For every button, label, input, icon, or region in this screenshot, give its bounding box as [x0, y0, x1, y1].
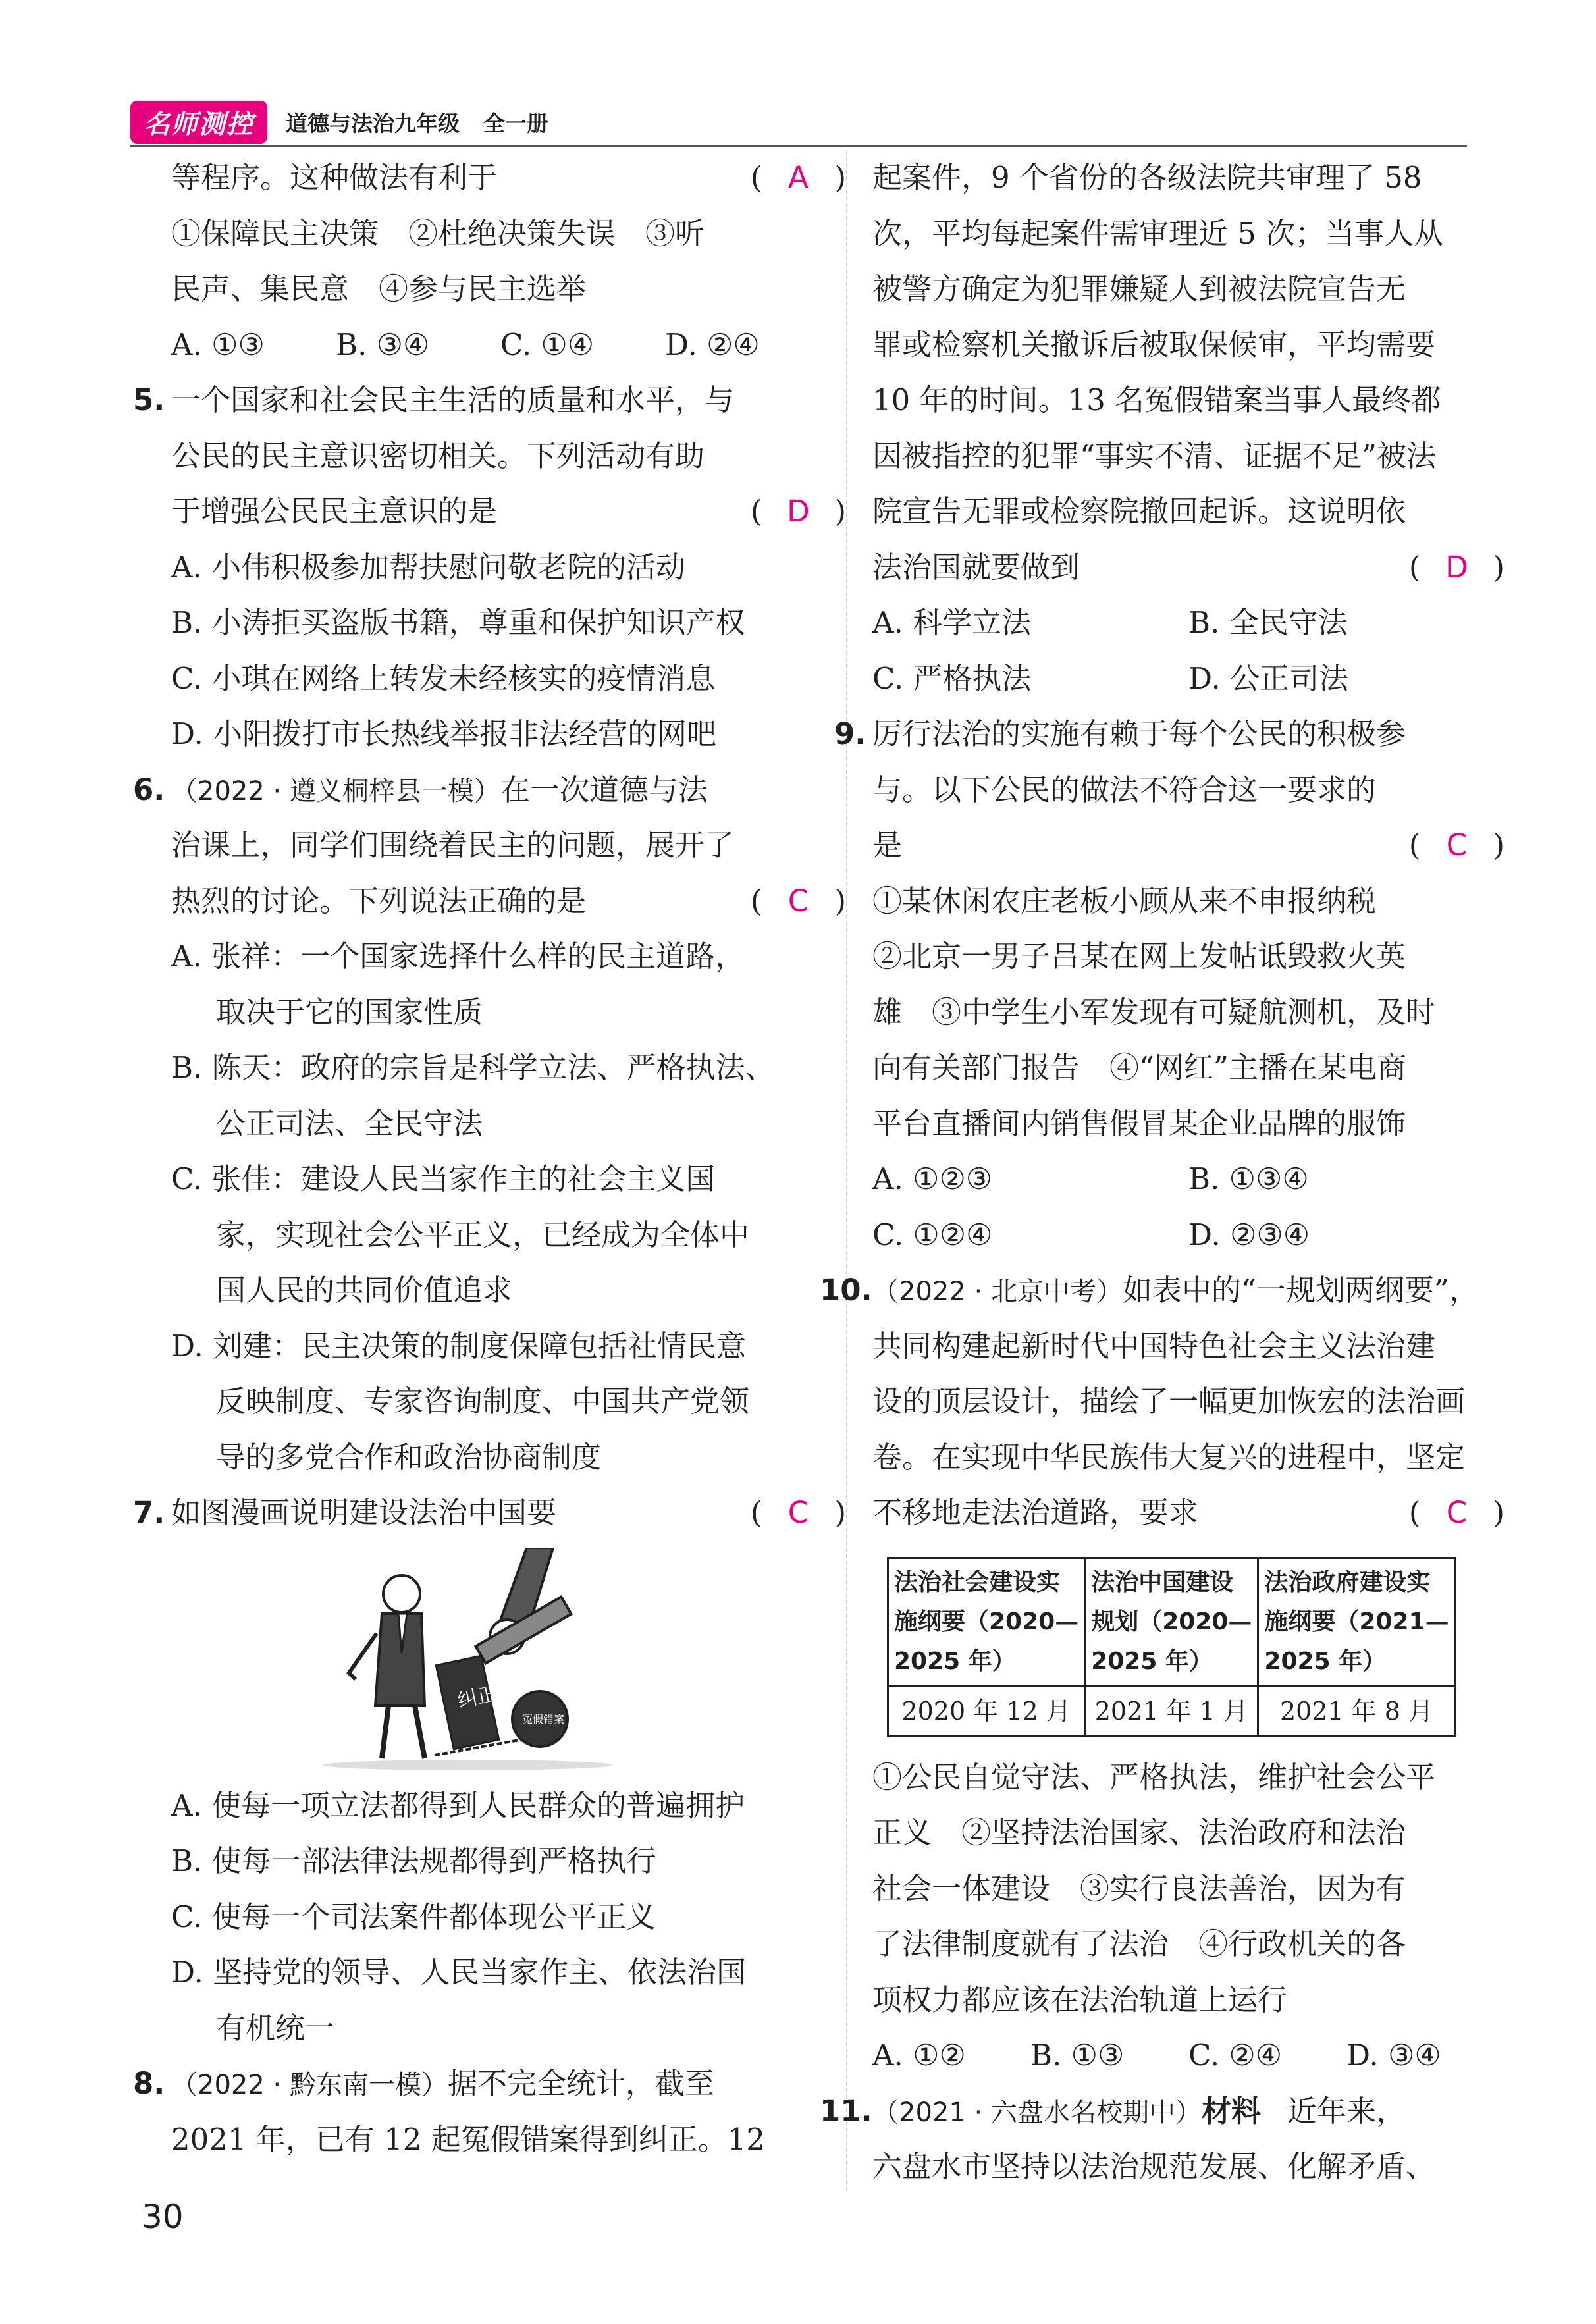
page-number: 30 [142, 2198, 184, 2236]
q6-answer: ( C ) [751, 874, 846, 930]
q10-line-2: 共同构建起新时代中国特色社会主义法治建 [872, 1328, 1436, 1363]
q9-answer: ( C ) [1409, 818, 1504, 874]
q6-stem-3: 热烈的讨论。下列说法正确的是 [171, 883, 587, 918]
q8-stem-1: 据不完全统计，截至 [447, 2066, 714, 2101]
table-date-1: 2020 年 12 月 [888, 1686, 1085, 1735]
q8-cont-line-7: 院宣告无罪或检察院撤回起诉。这说明依 [872, 494, 1406, 529]
q8-choice-a: A. 科学立法 [872, 605, 1032, 640]
q5-number: 5. [133, 383, 165, 417]
q9-item-4: 向有关部门报告 ④“网红”主播在某电商 [872, 1050, 1407, 1085]
q5-option-d: D. 小阳拨打市长热线举报非法经营的网吧 [171, 716, 717, 751]
q8-line-1 [133, 2056, 846, 2112]
page-header [130, 99, 548, 145]
table-header-3-line-1: 法治政府建设实 [1264, 1568, 1431, 1596]
q11-line-1 [820, 2084, 1504, 2140]
q4-items-line-1: ①保障民主决策 ②杜绝决策失误 ③听 [171, 215, 705, 251]
q7-option-c: C. 使每一个司法案件都体现公平正义 [171, 1899, 656, 1934]
table-date-3: 2021 年 8 月 [1258, 1686, 1455, 1735]
q9-choice-b: B. ①③④ [1188, 1161, 1309, 1196]
table-header-1 [888, 1558, 1085, 1686]
q6-line-1 [133, 762, 846, 818]
q4-choices [171, 317, 846, 373]
q4-answer-letter: A [788, 160, 809, 195]
table-header-3-line-2: 施纲要（2021— [1264, 1608, 1449, 1635]
left-column [133, 150, 846, 2167]
q9-stem-3: 是 [872, 828, 903, 862]
q10-source: （2022 · 北京中考） [872, 1277, 1123, 1307]
q6-line-3 [171, 874, 846, 930]
q4-choice-d: D. ②④ [665, 327, 760, 362]
cartoon-ball-label: 冤假错案 [522, 1712, 565, 1726]
q6-stem-1: 在一次道德与法 [500, 772, 708, 807]
q10-line-5 [872, 1485, 1504, 1541]
q6-option-c-3: 国人民的共同价值追求 [216, 1273, 513, 1307]
q8-cont-line-2: 次，平均每起案件需审理近 5 次；当事人从 [872, 215, 1444, 251]
q10-choices [872, 2028, 1504, 2084]
q5-line-1 [133, 373, 846, 429]
table-header-1-line-2: 施纲要（2020— [894, 1608, 1079, 1635]
header-rule [130, 145, 1467, 147]
q9-item-1: ①某休闲农庄老板小顾从来不申报纳税 [872, 883, 1377, 918]
q10-choice-a: A. ①② [872, 2038, 966, 2073]
q10-item-1: ①公民自觉守法、严格执法，维护社会公平 [872, 1759, 1436, 1795]
q8-choices-row-1 [872, 595, 1504, 651]
q10-line-3: 设的顶层设计，描绘了一幅更加恢宏的法治画 [872, 1384, 1466, 1419]
q7-stem: 如图漫画说明建设法治中国要 [171, 1495, 557, 1530]
q10-stem-5: 不移地走法治道路，要求 [872, 1495, 1199, 1530]
q10-choice-c: C. ②④ [1188, 2038, 1283, 2073]
table-header-3-line-3: 2025 年） [1264, 1647, 1387, 1675]
q11-source: （2021 · 六盘水名校期中） [872, 2097, 1202, 2128]
q7-number: 7. [133, 1495, 165, 1530]
q8-choice-b: B. 全民守法 [1188, 605, 1348, 640]
brand-logo: 名师测控 [130, 101, 267, 144]
q10-choice-d: D. ③④ [1346, 2038, 1441, 2073]
q8-stem-end: 法治国就要做到 [872, 549, 1080, 585]
right-column [820, 150, 1504, 2195]
q10-number: 10. [820, 1273, 872, 1307]
table-header-2-line-1: 法治中国建设 [1091, 1568, 1234, 1596]
q6-option-d-2: 反映制度、专家咨询制度、中国共产党领 [216, 1384, 750, 1419]
q9-line-3 [872, 818, 1504, 874]
q9-line-1 [834, 706, 1504, 762]
q11-line-2: 六盘水市坚持以法治规范发展、化解矛盾、 [872, 2149, 1436, 2184]
q10-choice-b: B. ①③ [1030, 2038, 1125, 2073]
q9-choice-d: D. ②③④ [1188, 1217, 1310, 1252]
q8-cont-line-3: 被警方确定为犯罪嫌疑人到被法院宣告无 [872, 271, 1406, 306]
book-title: 道德与法治九年级 [286, 110, 460, 136]
table-header-3 [1258, 1558, 1455, 1686]
q10-table [887, 1557, 1456, 1737]
q5-stem-1: 一个国家和社会民主生活的质量和水平，与 [171, 383, 735, 417]
q8-number: 8. [133, 2066, 165, 2101]
q4-items-line-2: 民声、集民意 ④参与民主选举 [171, 271, 587, 306]
table-header-row [888, 1558, 1456, 1686]
q7-option-d-2: 有机统一 [216, 2010, 335, 2046]
q4-stem-line [171, 150, 846, 206]
q7-answer-letter: C [787, 1495, 809, 1530]
q5-option-b: B. 小涛拒买盗版书籍，尊重和保护知识产权 [171, 605, 745, 640]
q5-stem-3: 于增强公民民主意识的是 [171, 494, 498, 529]
q8-choice-c: C. 严格执法 [872, 660, 1032, 696]
q4-stem-text: 等程序。这种做法有利于 [171, 160, 498, 195]
q11-number: 11. [820, 2093, 872, 2128]
q9-line-2: 与。以下公民的做法不符合这一要求的 [872, 772, 1377, 807]
q8-cont-line-6: 因被指控的犯罪“事实不清、证据不足”被法 [872, 438, 1437, 473]
q8-line-2: 2021 年，已有 12 起冤假错案得到纠正。12 [171, 2121, 765, 2157]
q10-answer: ( C ) [1409, 1485, 1504, 1541]
q9-stem-1: 厉行法治的实施有赖于每个公民的积极参 [872, 716, 1406, 751]
table-header-2-line-2: 规划（2020— [1091, 1608, 1252, 1635]
q7-cartoon [171, 1541, 846, 1778]
q5-answer: ( D ) [751, 484, 846, 540]
q9-choice-a: A. ①②③ [872, 1161, 993, 1196]
q7-option-d-1: D. 坚持党的领导、人民当家作主、依法治国 [171, 1955, 747, 1990]
column-divider [846, 150, 847, 2191]
q6-source: （2022 · 遵义桐梓县一模） [171, 776, 500, 806]
table-header-2 [1085, 1558, 1258, 1686]
q11-label: 材料 [1201, 2093, 1261, 2128]
q7-answer: ( C ) [751, 1485, 846, 1541]
table-header-2-line-3: 2025 年） [1091, 1647, 1213, 1675]
q5-option-a: A. 小伟积极参加帮扶慰问敬老院的活动 [171, 549, 686, 585]
q6-option-c-1: C. 张佳：建设人民当家作主的社会主义国 [171, 1161, 716, 1196]
q9-choice-c: C. ①②④ [872, 1217, 993, 1252]
q8-answer-letter: D [1445, 549, 1468, 585]
q4-answer: ( A ) [751, 150, 846, 206]
table-row [888, 1686, 1456, 1735]
q8-choice-d: D. 公正司法 [1188, 660, 1349, 696]
cartoon-stamp-label: 纠正 [455, 1681, 499, 1713]
q5-line-2: 公民的民主意识密切相关。下列活动有助 [171, 438, 705, 473]
table-header-1-line-1: 法治社会建设实 [894, 1568, 1061, 1596]
q6-option-b-2: 公正司法、全民守法 [216, 1105, 483, 1141]
table-header-1-line-3: 2025 年） [894, 1647, 1016, 1675]
table-date-2: 2021 年 1 月 [1085, 1686, 1258, 1735]
q9-choices-row-1 [872, 1151, 1504, 1207]
q6-line-2: 治课上，同学们围绕着民主的问题，展开了 [171, 828, 735, 862]
q8-source: （2022 · 黔东南一模） [171, 2070, 448, 2100]
q10-answer-letter: C [1446, 1495, 1468, 1530]
q7-option-b: B. 使每一部法律法规都得到严格执行 [171, 1843, 656, 1878]
q10-item-5: 项权力都应该在法治轨道上运行 [872, 1982, 1288, 2017]
q4-choice-b: B. ③④ [336, 327, 430, 362]
q9-choices-row-2 [872, 1207, 1504, 1263]
q10-stem-1: 如表中的“一规划两纲要”， [1122, 1273, 1479, 1307]
q7-option-a: A. 使每一项立法都得到人民群众的普遍拥护 [171, 1787, 745, 1823]
q9-answer-letter: C [1446, 828, 1468, 862]
q5-answer-letter: D [787, 494, 810, 529]
q6-option-a-2: 取决于它的国家性质 [216, 994, 483, 1030]
q8-choices-row-2 [872, 651, 1504, 707]
q10-item-3: 社会一体建设 ③实行良法善治，因为有 [872, 1870, 1406, 1906]
q10-line-1 [820, 1263, 1504, 1319]
q8-answer: ( D ) [1409, 540, 1504, 596]
cartoon-illustration [303, 1548, 672, 1772]
q6-number: 6. [133, 772, 165, 807]
q11-stem-1: 近年来， [1287, 2093, 1406, 2128]
q9-item-3: 雄 ③中学生小军发现有可疑航测机，及时 [872, 994, 1436, 1030]
q5-option-c: C. 小琪在网络上转发未经核实的疫情消息 [171, 660, 716, 696]
q9-number: 9. [834, 716, 866, 751]
q6-option-b-1: B. 陈天：政府的宗旨是科学立法、严格执法、 [171, 1050, 775, 1085]
q9-item-5: 平台直播间内销售假冒某企业品牌的服饰 [872, 1105, 1406, 1141]
q5-line-3 [171, 484, 846, 540]
q6-option-a-1: A. 张祥：一个国家选择什么样的民主道路， [171, 939, 745, 974]
q6-answer-letter: C [787, 883, 809, 918]
q10-item-4: 了法律制度就有了法治 ④行政机关的各 [872, 1926, 1406, 1961]
q9-item-2: ②北京一男子吕某在网上发帖诋毁救火英 [872, 939, 1406, 974]
q8-cont-line-8 [872, 540, 1504, 596]
q8-cont-line-1: 起案件，9 个省份的各级法院共审理了 58 [872, 160, 1422, 195]
book-volume: 全一册 [483, 110, 548, 136]
q6-option-d-1: D. 刘建：民主决策的制度保障包括社情民意 [171, 1328, 747, 1363]
q10-line-4: 卷。在实现中华民族伟大复兴的进程中，坚定 [872, 1439, 1466, 1475]
q6-option-c-2: 家，实现社会公平正义，已经成为全体中 [216, 1217, 750, 1252]
q6-option-d-3: 导的多党合作和政治协商制度 [216, 1439, 602, 1475]
q7-line-1 [133, 1485, 846, 1541]
q4-choice-c: C. ①④ [500, 327, 595, 362]
q8-cont-line-4: 罪或检察机关撤诉后被取保候审，平均需要 [872, 327, 1436, 362]
q10-item-2: 正义 ②坚持法治国家、法治政府和法治 [872, 1815, 1406, 1850]
q8-cont-line-5: 10 年的时间。13 名冤假错案当事人最终都 [872, 383, 1441, 417]
q4-choice-a: A. ①③ [171, 327, 265, 362]
